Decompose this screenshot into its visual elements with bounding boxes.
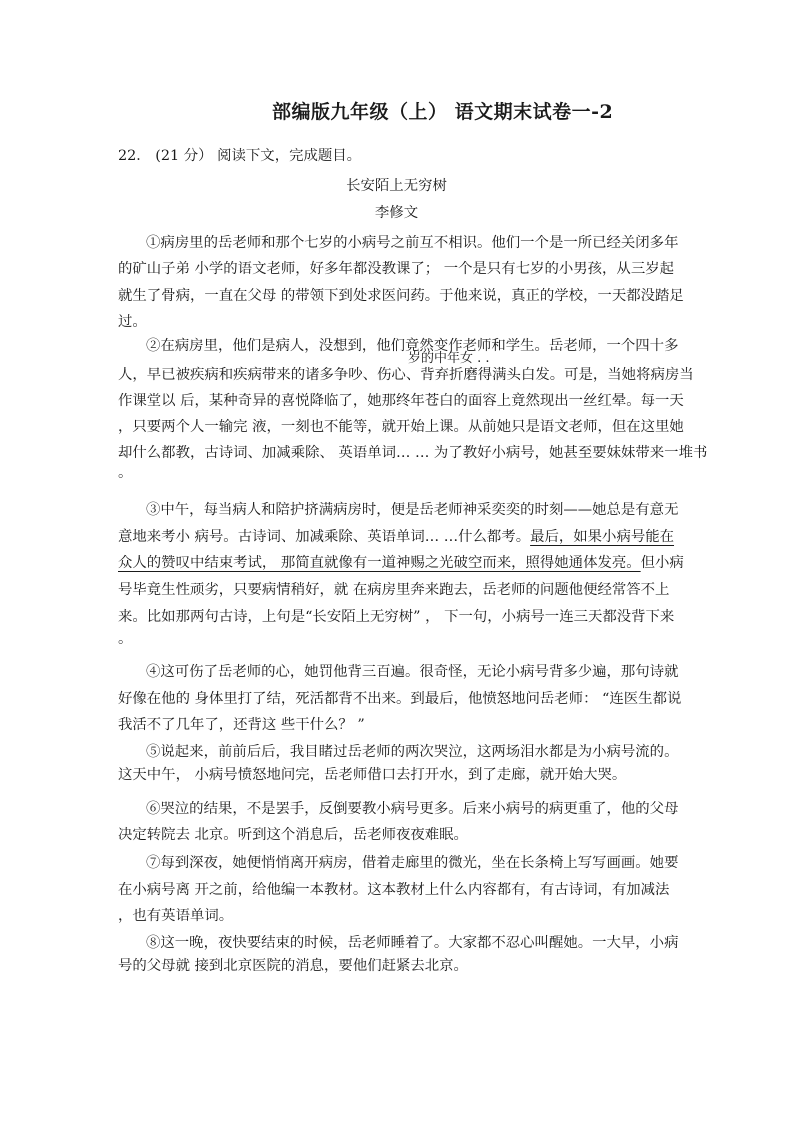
paragraph-line: 的矿山子弟 小学的语文老师，好多年都没教课了； 一个是只有七岁的小男孩，从三岁起 xyxy=(118,261,674,277)
paragraph-line: ⑥哭泣的结果，不是罢手，反倒要教小病号更多。后来小病号的病更重了，他的父母 xyxy=(146,801,679,817)
underlined-sentence: 最后，如果小病号能在 xyxy=(530,529,675,545)
paragraph-text: 意地来考小 病号。古诗词、加减乘除、英语单词… …什么都考。 xyxy=(118,529,531,545)
paragraph-line: 来。比如那两句古诗，上句是“长安陌上无穷树” ， 下一句，小病号一连三天都没背下来 xyxy=(118,609,675,625)
paragraph-line: 号的父母就 接到北京医院的消息，要他们赶紧去北京。 xyxy=(118,958,468,974)
paragraph-text: 但小病 xyxy=(640,555,684,571)
paragraph-line: 人，早已被疾病和疾病带来的诸多争吵、伤心、背弃折磨得满头白发。可是，当她将病房当 xyxy=(118,367,694,383)
question-header: 22． (21 分） 阅读下文，完成题目。 xyxy=(118,148,362,164)
paragraph-line: 决定转院去 北京。听到这个消息后，岳老师夜夜难眠。 xyxy=(118,827,468,843)
paragraph-line: 我活不了几年了，还背这 些干什么？ ” xyxy=(118,717,365,733)
exam-title: 部编版九年级（上） 语文期末试卷一-2 xyxy=(272,101,614,123)
paragraph-line xyxy=(118,527,674,547)
paragraph-line: 岁的中年女 . . xyxy=(408,351,490,366)
paragraph-line: 号毕竟生性顽劣，只要病情稍好，就 在病房里奔来跑去，岳老师的问题他便经常答不上 xyxy=(118,582,670,598)
paragraph-line: 。 xyxy=(118,631,133,647)
paragraph-line: 这天中午， 小病号愤怒地问完，岳老师借口去打开水，到了走廊，就开始大哭。 xyxy=(118,767,627,783)
paragraph-line: 作课堂以 后，某种奇异的喜悦降临了，她那终年苍白的面容上竟然现出一丝红晕。每一天 xyxy=(118,393,684,409)
paragraph-line: 在小病号离 开之前，给他编一本教材。这本教材上什么内容都有，有古诗词，有加减法 xyxy=(118,882,670,898)
paragraph-line: ①病房里的岳老师和那个七岁的小病号之前互不相识。他们一个是一所已经关闭多年 xyxy=(146,235,679,251)
paragraph-line: 就生了骨病，一直在父母 的带领下到处求医问药。于他来说，真正的学校，一天都没踏足 xyxy=(118,288,684,304)
paragraph-line: ⑤说起来，前前后后，我目睹过岳老师的两次哭泣，这两场泪水都是为小病号流的。 xyxy=(146,744,679,760)
paragraph-line: ，也有英语单词。 xyxy=(118,908,234,924)
paragraph-line: 。 xyxy=(118,465,133,481)
paragraph-line xyxy=(118,553,684,573)
underlined-sentence: 众人的赞叹中结束考试， 那简直就像有一道神赐之光破空而来，照得她通体发亮。 xyxy=(118,555,641,571)
paragraph-line: ②在病房里，他们是病人，没想到，他们竟然变作老师和学生。岳老师，一个四十多 xyxy=(146,338,679,354)
paragraph-line: 好像在他的 身体里打了结，死活都背不出来。到最后，他愤怒地问岳老师： “连医生都说 xyxy=(118,691,682,707)
paragraph-line: 却什么都教，古诗词、加减乘除、 英语单词… … 为了教好小病号，她甚至要妹妹带来一堆书 xyxy=(118,445,708,461)
paragraph-line: ，只要两个人一输完 液，一刻也不能等，就开始上课。从前她只是语文老师，但在这里她 xyxy=(118,419,684,435)
paragraph-line: ③中午，每当病人和陪护挤满病房时，便是岳老师神采奕奕的时刻——她总是有意无 xyxy=(146,502,679,518)
paragraph-line: ⑧这一晚，夜快要结束的时候，岳老师睡着了。大家都不忍心叫醒她。一大早，小病 xyxy=(146,935,679,951)
paragraph-line: 过。 xyxy=(118,314,147,330)
article-author: 李修文 xyxy=(374,205,419,221)
paragraph-line: ④这可伤了岳老师的心，她罚他背三百遍。很奇怪，无论小病号背多少遍，那句诗就 xyxy=(146,664,679,680)
paragraph-line: ⑦每到深夜，她便悄悄离开病房，借着走廊里的微光，坐在长条椅上写写画画。她要 xyxy=(146,855,679,871)
article-title: 长安陌上无穷树 xyxy=(346,178,447,194)
